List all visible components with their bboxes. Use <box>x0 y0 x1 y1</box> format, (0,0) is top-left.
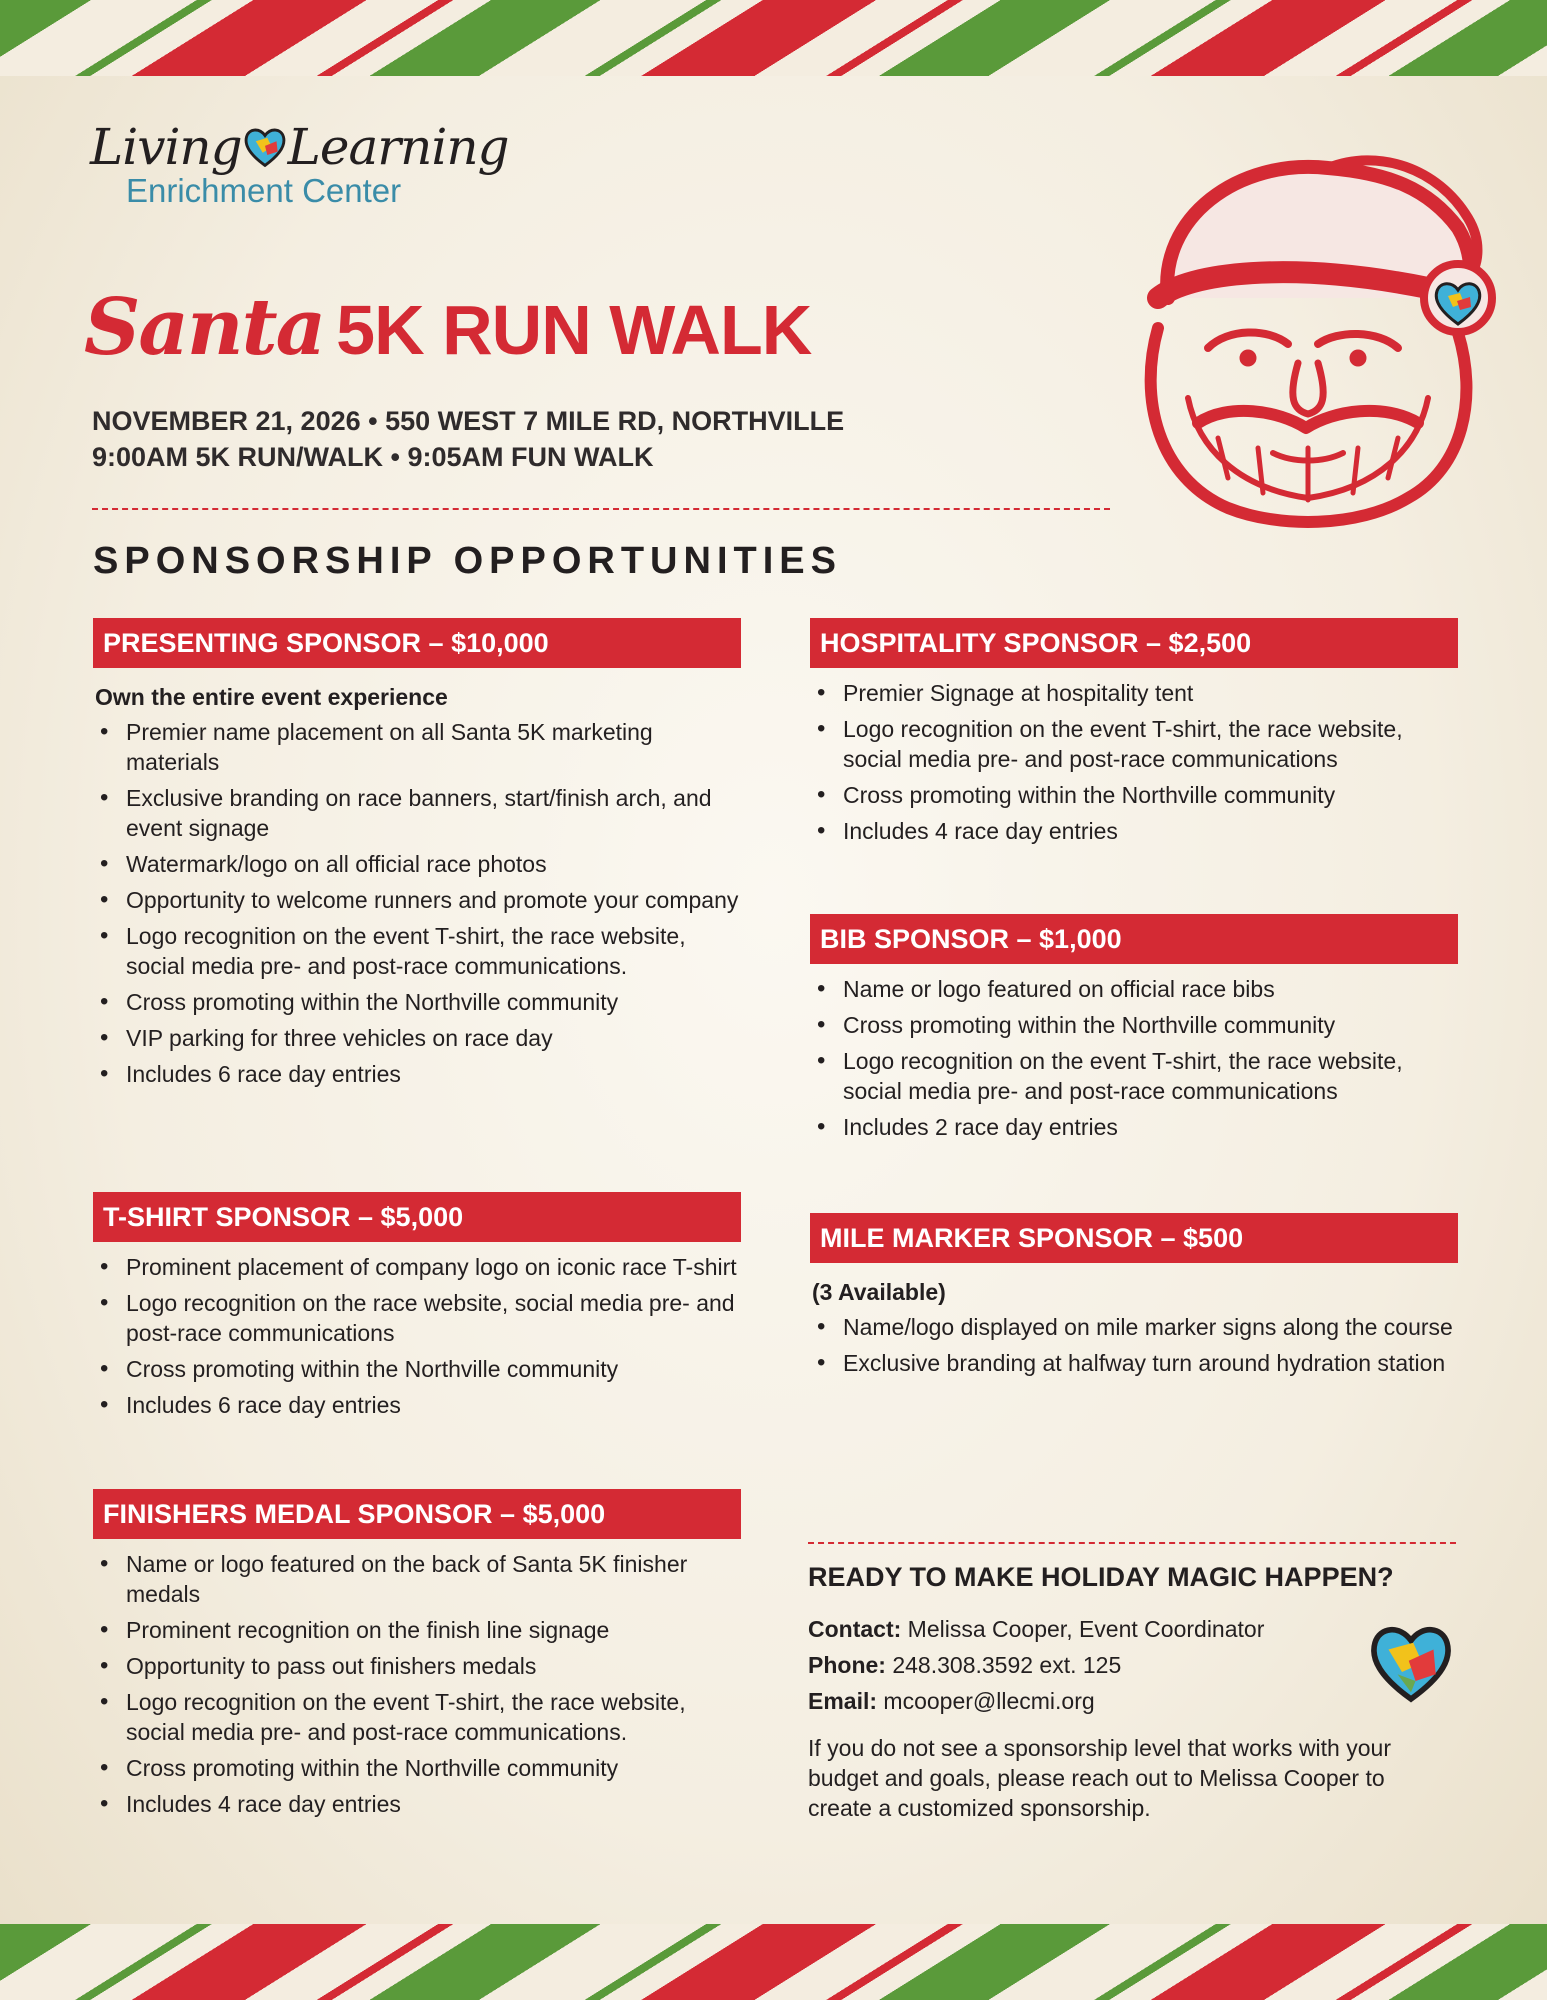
dashed-divider <box>92 508 1110 510</box>
tshirt-sponsor-block <box>93 1192 741 1420</box>
hospitality-benefits-list <box>810 678 1458 846</box>
contact-name: Melissa Cooper, Event Coordinator <box>907 1616 1265 1642</box>
bib-sponsor-title: BIB SPONSOR – $1,000 <box>810 914 1458 964</box>
benefit-item: • Cross promoting within the Northville community <box>810 1010 1458 1040</box>
phone-number[interactable]: 248.308.3592 ext. 125 <box>892 1652 1122 1678</box>
bib-benefits-list <box>810 974 1458 1142</box>
benefit-item: • Premier name placement on all Santa 5K marketing materials <box>93 717 741 777</box>
benefit-item: • Includes 6 race day entries <box>93 1059 741 1089</box>
contact-dashed-divider <box>808 1542 1456 1544</box>
title-main-text: 5K RUN WALK <box>336 291 812 369</box>
benefit-item: • Opportunity to welcome runners and promote your company <box>93 885 741 915</box>
event-date-location: NOVEMBER 21, 2026 • 550 WEST 7 MILE RD, NORTHVILLE <box>92 406 845 436</box>
benefit-item: • Cross promoting within the Northville community <box>93 1354 741 1384</box>
logo-subtitle: Enrichment Center <box>126 172 402 209</box>
presenting-sponsor-intro: Own the entire event experience <box>95 684 448 710</box>
candy-stripe-border-top <box>0 0 1547 76</box>
medal-benefits-list <box>93 1549 741 1819</box>
mile-marker-availability: (3 Available) <box>812 1279 946 1305</box>
benefit-item: • Logo recognition on the race website, social media pre- and post-race communications <box>93 1288 741 1348</box>
bib-sponsor-block <box>810 914 1458 1142</box>
tshirt-sponsor-title: T-SHIRT SPONSOR – $5,000 <box>93 1192 741 1242</box>
contact-heading: READY TO MAKE HOLIDAY MAGIC HAPPEN? <box>808 1562 1394 1592</box>
tshirt-benefits-list <box>93 1252 741 1420</box>
event-title <box>84 282 811 373</box>
custom-sponsorship-note: If you do not see a sponsorship level that works with your budget and goals, please reach out to Melissa Cooper to create a customized sponsorship. <box>808 1735 1391 1821</box>
benefit-item: • Logo recognition on the event T-shirt, the race website, social media pre- and post-race communications. <box>93 1687 741 1747</box>
contact-row: Contact: Melissa Cooper, Event Coordinator <box>808 1616 1265 1642</box>
benefit-item: • Exclusive branding on race banners, start/finish arch, and event signage <box>93 783 741 843</box>
candy-stripe-border-bottom <box>0 1924 1547 2000</box>
logo-word-living: Living <box>90 118 242 176</box>
benefit-item: • Name or logo featured on the back of Santa 5K finisher medals <box>93 1549 741 1609</box>
benefit-item: • Logo recognition on the event T-shirt, the race website, social media pre- and post-race communications <box>810 1046 1458 1106</box>
benefit-item: • VIP parking for three vehicles on race day <box>93 1023 741 1053</box>
benefit-item: • Cross promoting within the Northville community <box>93 987 741 1017</box>
logo-word-learning: Learning <box>287 118 509 176</box>
section-heading: SPONSORSHIP OPPORTUNITIES <box>93 540 842 582</box>
benefit-item: • Includes 2 race day entries <box>810 1112 1458 1142</box>
mile-marker-sponsor-block <box>810 1213 1458 1378</box>
phone-row: Phone: 248.308.3592 ext. 125 <box>808 1652 1122 1678</box>
organization-logo <box>90 118 510 232</box>
presenting-sponsor-block <box>93 618 741 1089</box>
benefit-item: • Includes 6 race day entries <box>93 1390 741 1420</box>
benefit-item: • Cross promoting within the Northville community <box>93 1753 741 1783</box>
heart-logo-icon <box>242 124 288 170</box>
benefit-item: • Logo recognition on the event T-shirt, the race website, social media pre- and post-race communications. <box>93 921 741 981</box>
benefit-item: • Exclusive branding at halfway turn around hydration station <box>810 1348 1458 1378</box>
medal-sponsor-title: FINISHERS MEDAL SPONSOR – $5,000 <box>93 1489 741 1539</box>
presenting-sponsor-title: PRESENTING SPONSOR – $10,000 <box>93 618 741 668</box>
santa-illustration <box>1128 148 1498 528</box>
benefit-item: • Includes 4 race day entries <box>93 1789 741 1819</box>
benefit-item: • Includes 4 race day entries <box>810 816 1458 846</box>
mile-marker-benefits-list <box>810 1312 1458 1378</box>
title-script-word: Santa <box>84 282 325 373</box>
mile-marker-sponsor-title: MILE MARKER SPONSOR – $500 <box>810 1213 1458 1263</box>
heart-logo-icon <box>1366 1618 1456 1708</box>
benefit-item: • Prominent recognition on the finish line signage <box>93 1615 741 1645</box>
email-link[interactable]: mcooper@llecmi.org <box>883 1688 1095 1714</box>
hospitality-sponsor-title: HOSPITALITY SPONSOR – $2,500 <box>810 618 1458 668</box>
presenting-benefits-list <box>93 717 741 1089</box>
benefit-item: • Name or logo featured on official race bibs <box>810 974 1458 1004</box>
hospitality-sponsor-block <box>810 618 1458 846</box>
benefit-item: • Cross promoting within the Northville community <box>810 780 1458 810</box>
benefit-item: • Name/logo displayed on mile marker signs along the course <box>810 1312 1458 1342</box>
benefit-item: • Opportunity to pass out finishers medals <box>93 1651 741 1681</box>
medal-sponsor-block <box>93 1489 741 1819</box>
benefit-item: • Watermark/logo on all official race photos <box>93 849 741 879</box>
benefit-item: • Prominent placement of company logo on iconic race T-shirt <box>93 1252 741 1282</box>
event-times: 9:00AM 5K RUN/WALK • 9:05AM FUN WALK <box>92 442 654 472</box>
benefit-item: • Premier Signage at hospitality tent <box>810 678 1458 708</box>
email-row: Email: mcooper@llecmi.org <box>808 1688 1095 1714</box>
benefit-item: • Logo recognition on the event T-shirt, the race website, social media pre- and post-race communications <box>810 714 1458 774</box>
